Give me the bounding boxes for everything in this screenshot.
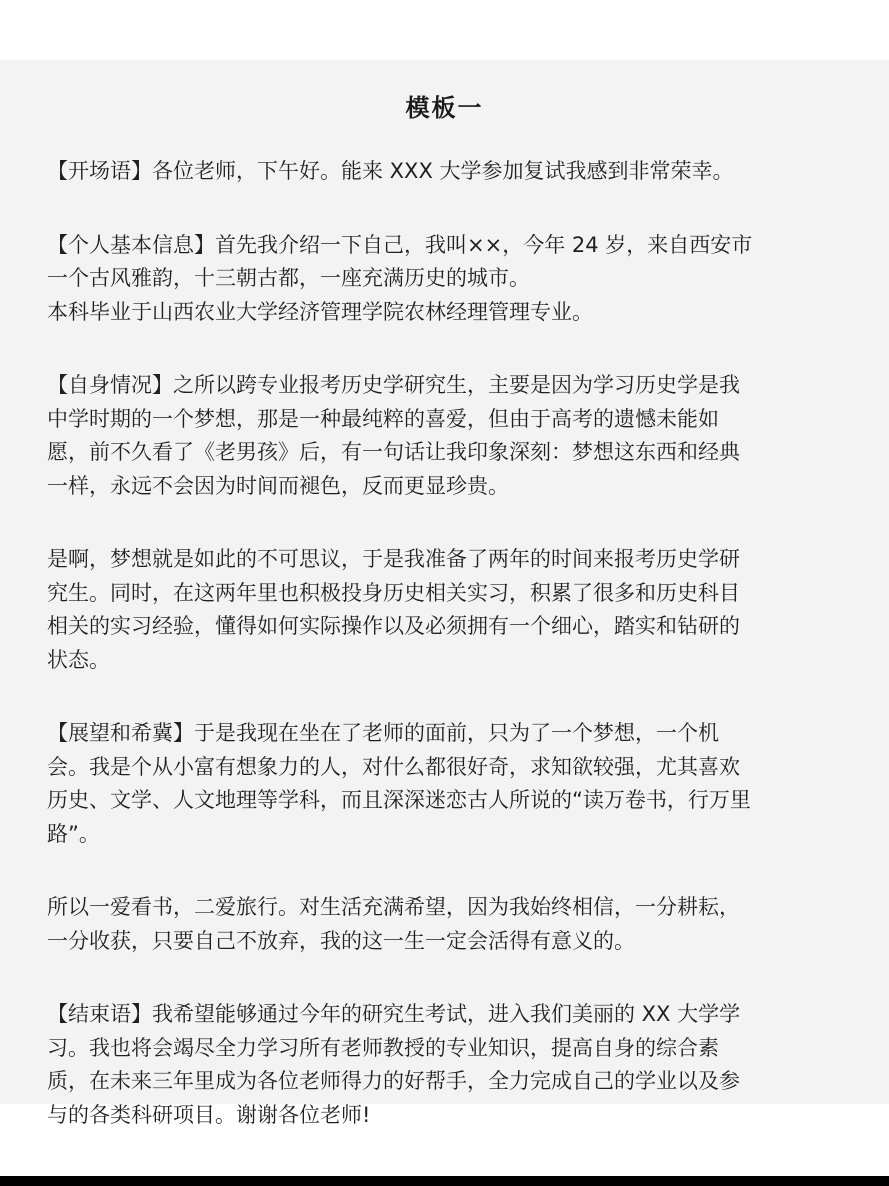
paragraph-outlook: 【展望和希冀】于是我现在坐在了老师的面前，只为了一个梦想，一个机 会。我是个从小富有想象力的人，对什么都很好奇，求知欲较强，尤其喜欢 历史、文学、人文地理等学科，而且深深迷恋古人所说的“读万卷书，行万里 路”。 <box>47 721 751 846</box>
document-title: 模板一 <box>405 94 484 122</box>
document-body <box>47 155 857 1132</box>
paragraph-gap <box>47 503 857 543</box>
paragraph-gap <box>47 189 857 229</box>
paragraph-opening: 【开场语】各位老师，下午好。能来 XXX 大学参加复试我感到非常荣幸。 <box>47 159 734 183</box>
paragraph-personal-info: 【个人基本信息】首先我介绍一下自己，我叫××，今年 24 岁，来自西安市 一个古风雅韵，十三朝古都，一座充满历史的城市。 本科毕业于山西农业大学经济管理学院农林经理管理专业。 <box>47 232 753 324</box>
paragraph-hobbies: 所以一爱看书，二爱旅行。对生活充满希望，因为我始终相信，一分耕耘， 一分收获，只要自己不放弃，我的这一生一定会活得有意义的。 <box>47 895 740 953</box>
paragraph-gap <box>47 958 857 998</box>
paragraph-dream: 是啊，梦想就是如此的不可思议，于是我准备了两年的时间来报考历史学研 究生。同时，在这两年里也积极投身历史相关实习，积累了很多和历史科目 相关的实习经验，懂得如何实际操作以及必须拥有一个细心，踏实和钻研的 状态。 <box>47 547 740 672</box>
paragraph-gap <box>47 677 857 717</box>
paragraph-self-situation: 【自身情况】之所以跨专业报考历史学研究生，主要是因为学习历史学是我 中学时期的一个梦想，那是一种最纯粹的喜爱，但由于高考的遗憾未能如 愿，前不久看了《老男孩》后，有一句话让我印象深刻：梦想这东西和经典 一样，永远不会因为时间而褪色，反而更显珍贵。 <box>47 373 740 498</box>
paragraph-gap <box>47 329 857 369</box>
bottom-edge-bar <box>0 1176 889 1186</box>
paragraph-gap <box>47 851 857 891</box>
paragraph-closing: 【结束语】我希望能够通过今年的研究生考试，进入我们美丽的 XX 大学学 习。我也将会竭尽全力学习所有老师教授的专业知识，提高自身的综合素 质，在未来三年里成为各位老师得力的好帮手，全力完成自己的学业以及参 与的各类科研项目。谢谢各位老师! <box>47 1002 741 1127</box>
